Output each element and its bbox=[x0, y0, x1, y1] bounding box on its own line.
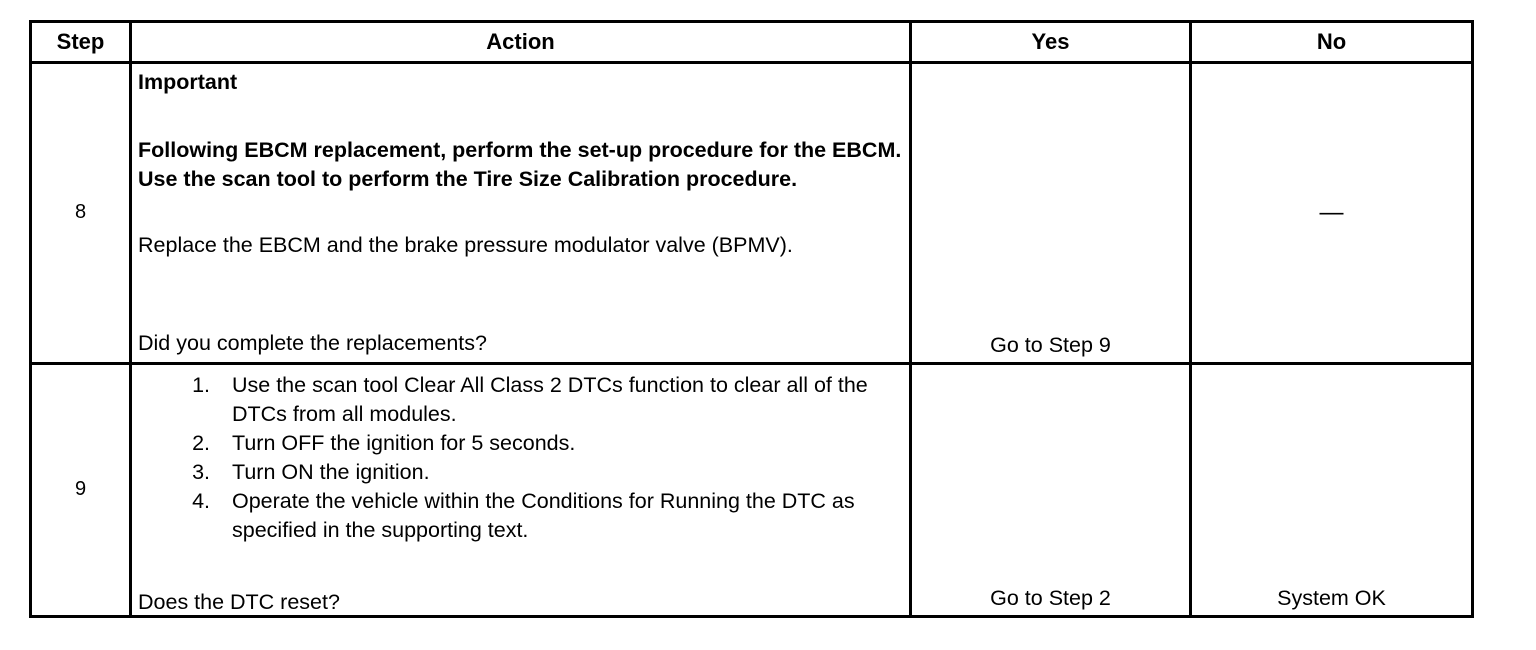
list-text: Turn ON the ignition. bbox=[232, 459, 430, 484]
step-number: 8 bbox=[31, 63, 131, 364]
yes-cell bbox=[911, 63, 1191, 364]
important-note: Following EBCM replacement, perform the set-up procedure for the EBCM. Use the scan tool to perform the Tire Size Calibration procedure. bbox=[138, 138, 902, 192]
list-number: 3. bbox=[192, 459, 210, 484]
list-text: Use the scan tool Clear All Class 2 DTCs function to clear all of the DTCs from all modules. bbox=[232, 372, 868, 426]
yes-link: Go to Step 9 bbox=[990, 332, 1111, 357]
yes-link: Go to Step 2 bbox=[990, 586, 1111, 610]
no-result: System OK bbox=[1277, 586, 1386, 610]
header-step: Step bbox=[31, 22, 131, 63]
list-item bbox=[138, 429, 903, 458]
yes-cell bbox=[911, 363, 1191, 616]
list-number: 2. bbox=[192, 430, 210, 455]
list-text: Operate the vehicle within the Conditions for Running the DTC as specified in the supporting text. bbox=[232, 488, 855, 542]
procedure-list bbox=[138, 371, 903, 545]
list-item bbox=[138, 487, 903, 545]
question-text: Did you complete the replacements? bbox=[138, 330, 487, 355]
action-cell bbox=[131, 63, 911, 364]
list-item bbox=[138, 458, 903, 487]
question-text: Does the DTC reset? bbox=[138, 590, 340, 614]
action-cell bbox=[131, 363, 911, 616]
no-cell bbox=[1191, 363, 1473, 616]
step-number: 9 bbox=[31, 363, 131, 616]
table-row bbox=[31, 63, 1473, 364]
list-text: Turn OFF the ignition for 5 seconds. bbox=[232, 430, 576, 455]
no-dash: — bbox=[1319, 198, 1344, 226]
list-number: 4. bbox=[192, 488, 210, 513]
no-cell bbox=[1191, 63, 1473, 364]
diagnostic-table bbox=[29, 20, 1474, 618]
header-action: Action bbox=[131, 22, 911, 63]
header-no: No bbox=[1191, 22, 1473, 63]
list-number: 1. bbox=[192, 372, 210, 397]
header-yes: Yes bbox=[911, 22, 1191, 63]
important-label: Important bbox=[138, 70, 238, 95]
list-item bbox=[138, 371, 903, 429]
table-row bbox=[31, 363, 1473, 616]
header-row bbox=[31, 22, 1473, 63]
instruction-text: Replace the EBCM and the brake pressure modulator valve (BPMV). bbox=[138, 233, 793, 258]
